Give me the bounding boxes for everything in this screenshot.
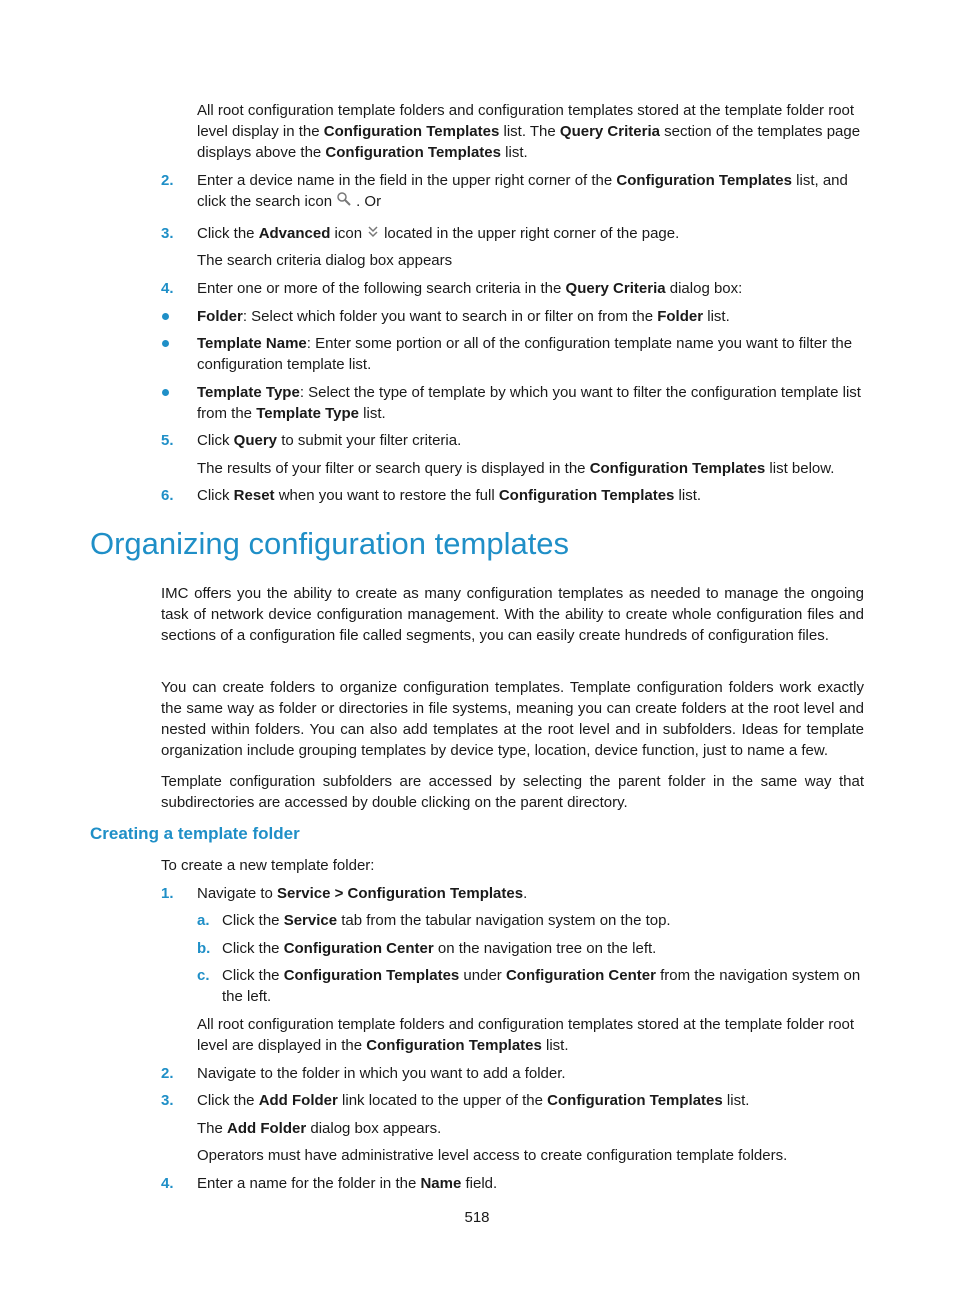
double-chevron-down-icon bbox=[366, 224, 380, 245]
sub-step-3-text: Click the Add Folder link located to the upper of the Configuration Templates list. bbox=[197, 1092, 750, 1109]
sub-step-1-number: 1. bbox=[161, 885, 174, 902]
bullet-dot bbox=[162, 389, 169, 396]
bullet-dot bbox=[162, 313, 169, 320]
step-6-text: Click Reset when you want to restore the full Configuration Templates list. bbox=[197, 487, 702, 504]
sub-step-4-number: 4. bbox=[161, 1175, 174, 1192]
step-2-number: 2. bbox=[161, 172, 174, 189]
step-5-text: Click Query to submit your filter criteria. bbox=[197, 432, 462, 449]
section-paragraph-2: You can create folders to organize configuration templates. Template configuration folders work exactly the same way as folder or directories in file systems, meaning you can create folders at the root level and nested within folders. You can also add templates at the root level and in subfolders. Ideas for template organization include grouping templates by device type, location, device function, just to name a few. bbox=[161, 679, 864, 759]
sub-step-b-letter: b. bbox=[197, 940, 211, 957]
sub-step-4-text: Enter a name for the folder in the Name field. bbox=[197, 1175, 498, 1192]
sub-step-a-letter: a. bbox=[197, 912, 210, 929]
subsection-title: Creating a template folder bbox=[90, 824, 300, 843]
sub-step-c-letter: c. bbox=[197, 967, 210, 984]
sub-note-1: All root configuration template folders and configuration templates stored at the template folder root level are displayed in the Configuration Templates list. bbox=[197, 1016, 855, 1054]
sub-note-2: The Add Folder dialog box appears. bbox=[197, 1120, 442, 1137]
search-icon bbox=[336, 191, 352, 213]
bullet-folder: Folder: Select which folder you want to search in or filter on from the Folder list. bbox=[197, 308, 730, 325]
bullet-template-name: Template Name: Enter some portion or all of the configuration template name you want to filter the configuration template list. bbox=[197, 335, 853, 373]
bullet-dot bbox=[162, 340, 169, 347]
sub-step-a-text: Click the Service tab from the tabular navigation system on the top. bbox=[222, 912, 671, 929]
page-number: 518 bbox=[464, 1209, 490, 1226]
step-3-number: 3. bbox=[161, 225, 174, 242]
section-title: Organizing configuration templates bbox=[90, 526, 570, 561]
step-3-text: Click the Advanced icon located in the upper right corner of the page. bbox=[197, 223, 864, 245]
sub-step-2-number: 2. bbox=[161, 1065, 174, 1082]
section-paragraph-1: IMC offers you the ability to create as many configuration templates as needed to manage the ongoing task of network device configuration management. With the ability to create whole configuration files and sections of a configuration file called segments, you can easily create hundreds of configuration files. bbox=[161, 585, 864, 644]
sub-step-2-text: Navigate to the folder in which you want to add a folder. bbox=[197, 1065, 566, 1082]
step-3-note: The search criteria dialog box appears bbox=[197, 252, 453, 269]
step-5-note: The results of your filter or search query is displayed in the Configuration Templates list below. bbox=[197, 460, 835, 477]
bullet-template-type: Template Type: Select the type of template by which you want to filter the configuration template list from the Template Type list. bbox=[197, 384, 861, 422]
subsection-lead: To create a new template folder: bbox=[161, 857, 375, 874]
step-4-number: 4. bbox=[161, 280, 174, 297]
step-2-text: Enter a device name in the field in the upper right corner of the Configuration Templates list, and click the search icon . Or bbox=[197, 170, 864, 213]
step-5-number: 5. bbox=[161, 432, 174, 449]
sub-step-3-number: 3. bbox=[161, 1092, 174, 1109]
sub-step-b-text: Click the Configuration Center on the navigation tree on the left. bbox=[222, 940, 657, 957]
sub-step-1-text: Navigate to Service > Configuration Templates. bbox=[197, 885, 528, 902]
sub-note-3: Operators must have administrative level access to create configuration template folders. bbox=[197, 1147, 788, 1164]
intro-paragraph: All root configuration template folders and configuration templates stored at the template folder root level display in the Configuration Templates list. The Query Criteria section of the templates page displays above the Configuration Templates list. bbox=[197, 102, 861, 161]
step-4-text: Enter one or more of the following search criteria in the Query Criteria dialog box: bbox=[197, 280, 743, 297]
sub-step-c-text: Click the Configuration Templates under Configuration Center from the navigation system on the left. bbox=[222, 967, 861, 1005]
section-paragraph-3: Template configuration subfolders are accessed by selecting the parent folder in the same way that subdirectories are accessed by double clicking on the parent directory. bbox=[161, 773, 864, 811]
step-6-number: 6. bbox=[161, 487, 174, 504]
